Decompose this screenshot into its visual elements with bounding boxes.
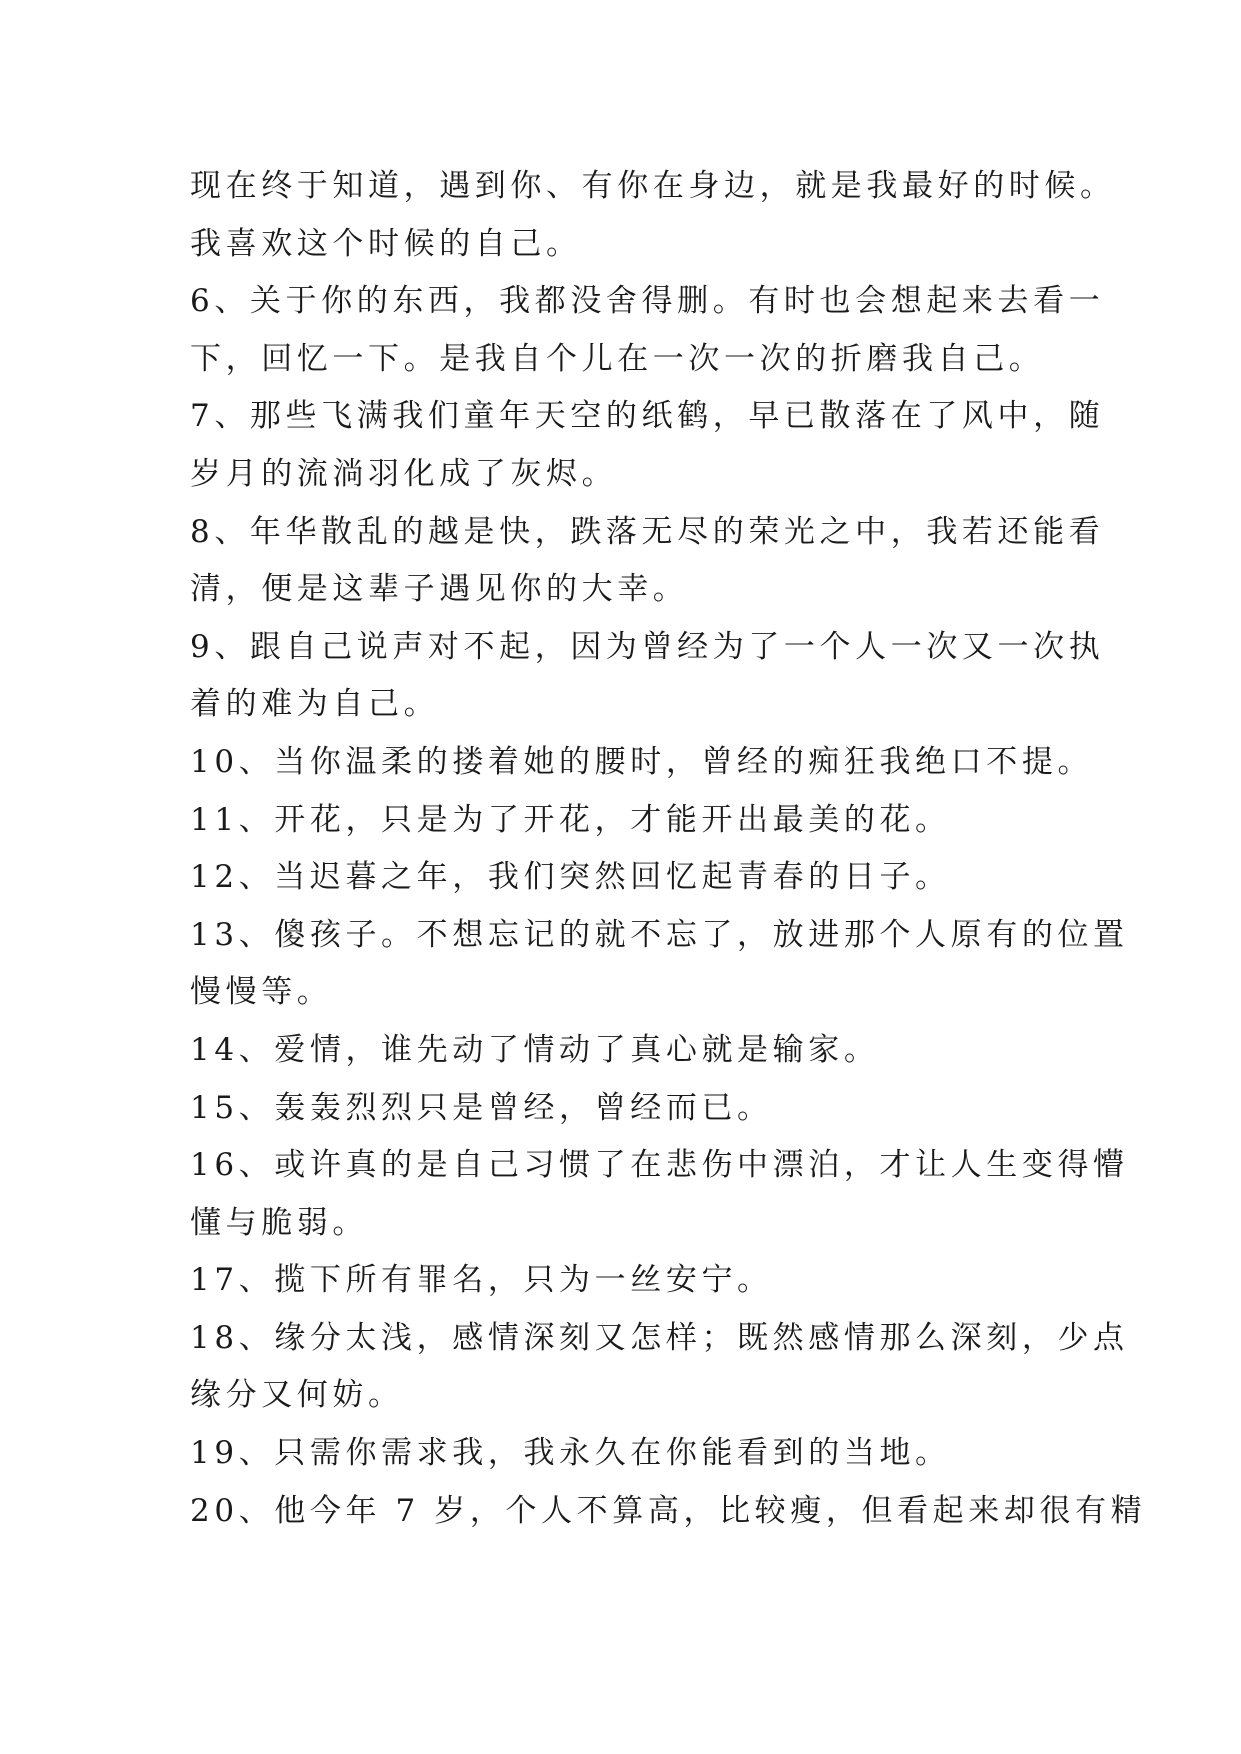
text-line: 17、揽下所有罪名，只为一丝安宁。 <box>190 1262 773 1299</box>
text-line: 我喜欢这个时候的自己。 <box>190 225 582 262</box>
text-line: 18、缘分太浅，感情深刻又怎样；既然感情那么深刻，少点 <box>190 1319 1129 1356</box>
text-line: 岁月的流淌羽化成了灰烬。 <box>190 455 618 492</box>
text-line: 14、爱情，谁先动了情动了真心就是输家。 <box>190 1031 880 1068</box>
text-line: 清，便是这辈子遇见你的大幸。 <box>190 571 689 608</box>
text-line: 6、关于你的东西，我都没舍得删。有时也会想起来去看一 <box>190 283 1105 320</box>
text-line: 10、当你温柔的搂着她的腰时，曾经的痴狂我绝口不提。 <box>190 743 1094 780</box>
text-line: 13、傻孩子。不想忘记的就不忘了，放进那个人原有的位置 <box>190 916 1129 953</box>
text-line: 12、当迟暮之年，我们突然回忆起青春的日子。 <box>190 859 951 896</box>
text-line: 慢慢等。 <box>190 974 333 1011</box>
text-line: 现在终于知道，遇到你、有你在身边，就是我最好的时候。 <box>190 168 1116 204</box>
text-line: 16、或许真的是自己习惯了在悲伤中漂泊，才让人生变得懵 <box>190 1147 1129 1184</box>
text-line: 9、跟自己说声对不起，因为曾经为了一个人一次又一次执 <box>190 628 1105 665</box>
text-line: 19、只需你需求我，我永久在你能看到的当地。 <box>190 1435 951 1472</box>
text-line: 缘分又何妨。 <box>190 1377 404 1414</box>
text-line: 懂与脆弱。 <box>190 1204 368 1241</box>
text-line: 15、轰轰烈烈只是曾经，曾经而已。 <box>190 1089 773 1126</box>
text-line: 7、那些飞满我们童年天空的纸鹤，早已散落在了风中，随 <box>190 398 1105 435</box>
text-line: 20、他今年 7 岁，个人不算高，比较瘦，但看起来却很有精 <box>190 1492 1147 1529</box>
document-body <box>190 158 1147 1540</box>
text-line: 着的难为自己。 <box>190 686 440 723</box>
text-line: 8、年华散乱的越是快，跌落无尽的荣光之中，我若还能看 <box>190 513 1105 550</box>
text-line: 下，回忆一下。是我自个儿在一次一次的折磨我自己。 <box>190 340 1045 377</box>
text-line: 11、开花，只是为了开花，才能开出最美的花。 <box>190 801 951 838</box>
